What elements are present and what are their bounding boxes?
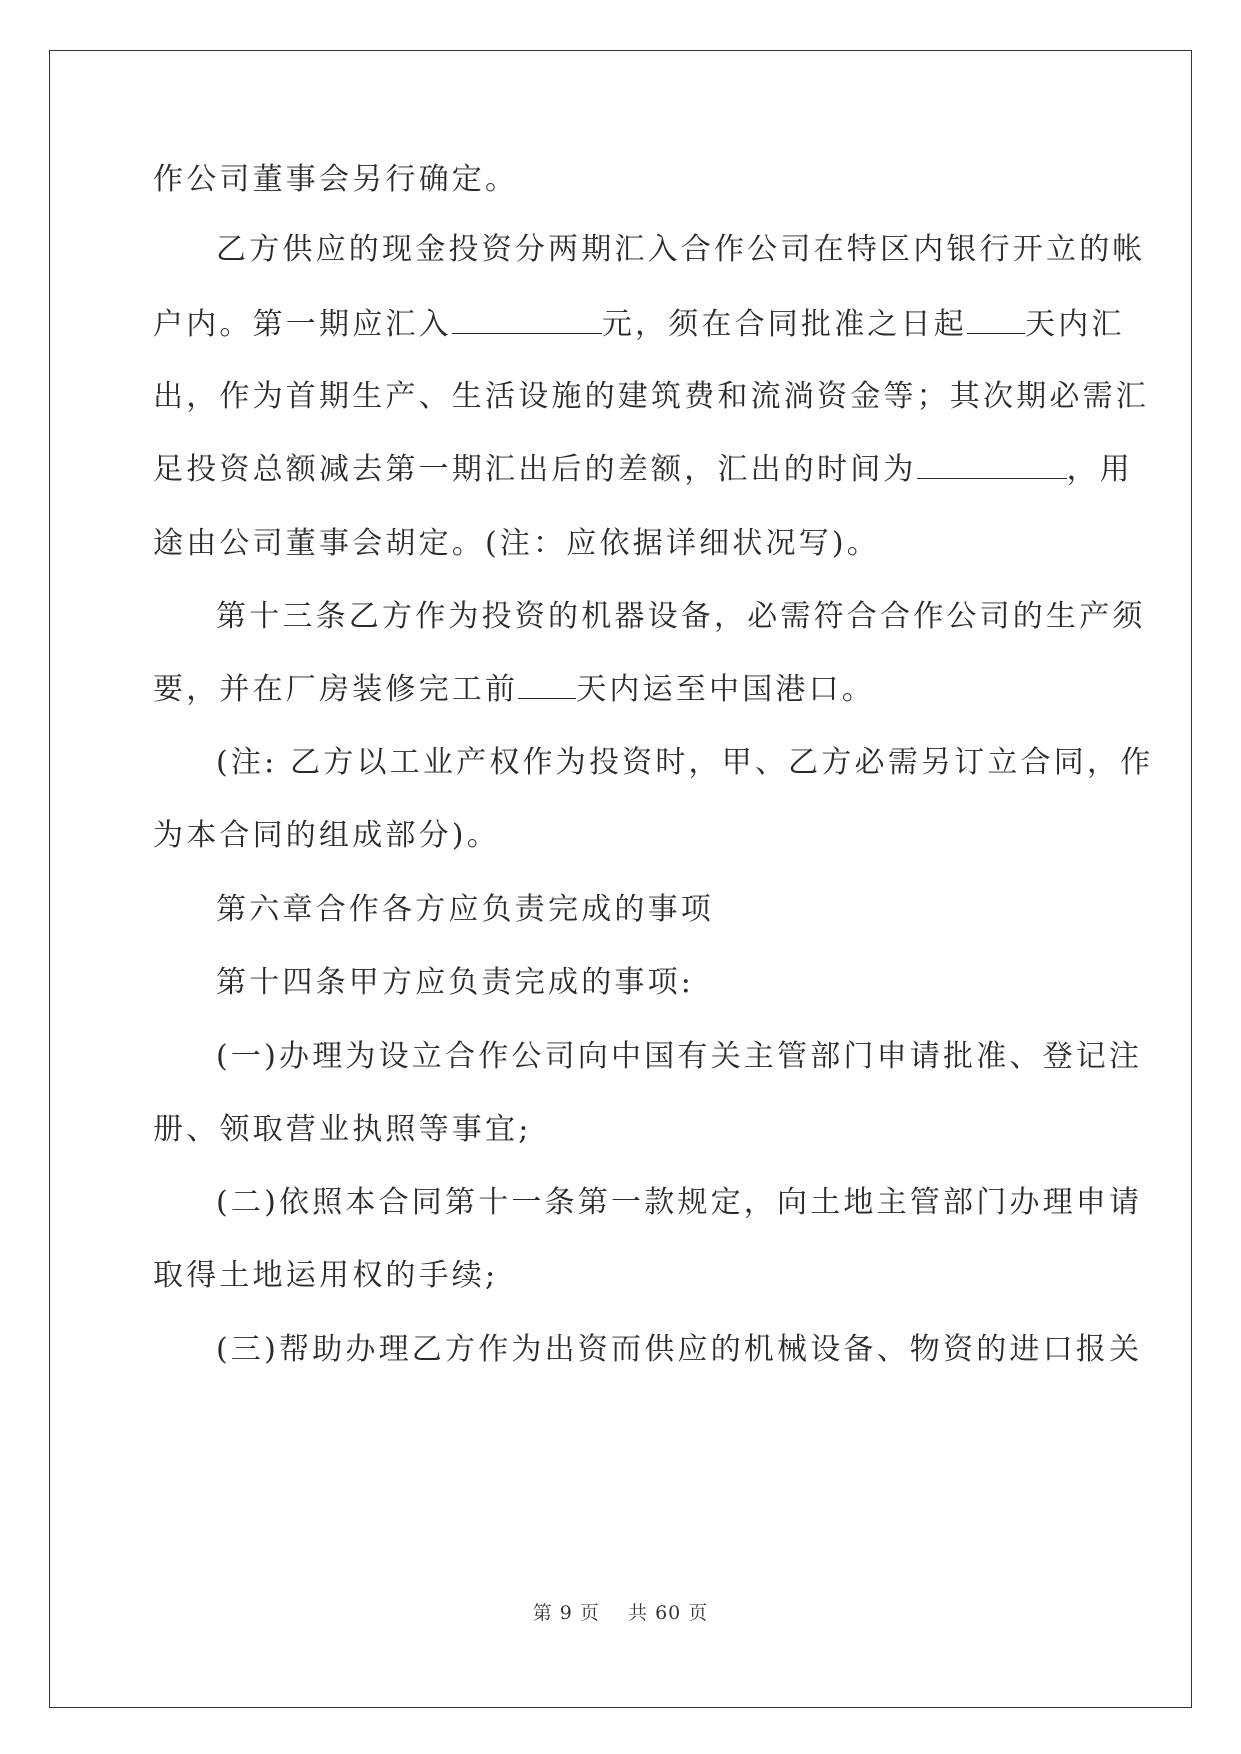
text-line bbox=[153, 450, 1133, 490]
text-segment: 要，并在厂房装修完工前 bbox=[153, 672, 519, 707]
text-segment: 天内运至中国港口。 bbox=[576, 672, 876, 707]
text-line: (三)帮助办理乙方作为出资而供应的机械设备、物资的进口报关 bbox=[216, 1332, 1143, 1367]
text-line: 取得土地运用权的手续; bbox=[153, 1258, 499, 1293]
fill-in-blank bbox=[518, 670, 576, 699]
text-line: 第十四条甲方应负责完成的事项: bbox=[216, 965, 695, 1000]
text-line: 为本合同的组成部分)。 bbox=[153, 818, 500, 853]
section-heading: 第六章合作各方应负责完成的事项 bbox=[216, 892, 714, 927]
text-line: 途由公司董事会胡定。(注：应依据详细状况写)。 bbox=[153, 526, 881, 561]
text-segment: 足投资总额减去第一期汇出后的差额，汇出的时间为 bbox=[153, 452, 917, 487]
text-line: 第十三条乙方作为投资的机器设备，必需符合合作公司的生产须 bbox=[216, 599, 1146, 634]
text-line: 册、领取营业执照等事宜; bbox=[153, 1112, 532, 1147]
text-line: (注: 乙方以工业产权作为投资时，甲、乙方必需另订立合同，作 bbox=[216, 745, 1154, 780]
text-line: (二)依照本合同第十一条第一款规定，向土地主管部门办理申请 bbox=[216, 1185, 1143, 1220]
text-line: 出，作为首期生产、生活设施的建筑费和流淌资金等；其次期必需汇 bbox=[153, 379, 1149, 414]
page-number: 第 9 页 bbox=[532, 1602, 600, 1624]
text-segment: 元，须在合同批准之日起 bbox=[601, 307, 968, 342]
page-border bbox=[49, 50, 1192, 1708]
text-line bbox=[153, 670, 875, 710]
text-segment: ，用 bbox=[1066, 452, 1134, 487]
page-total: 共 60 页 bbox=[628, 1602, 709, 1624]
text-line bbox=[153, 305, 1125, 345]
text-line: 作公司董事会另行确定。 bbox=[153, 162, 519, 197]
page-footer bbox=[0, 1598, 1241, 1625]
text-segment: 天内汇 bbox=[1025, 307, 1125, 342]
text-line: 乙方供应的现金投资分两期汇入合作公司在特区内银行开立的帐 bbox=[216, 232, 1146, 267]
text-segment: 户内。第一期应汇入 bbox=[153, 307, 452, 342]
fill-in-blank bbox=[452, 305, 602, 334]
fill-in-blank bbox=[967, 305, 1025, 334]
text-line: (一)办理为设立合作公司向中国有关主管部门申请批准、登记注 bbox=[216, 1039, 1143, 1074]
fill-in-blank bbox=[917, 450, 1067, 479]
